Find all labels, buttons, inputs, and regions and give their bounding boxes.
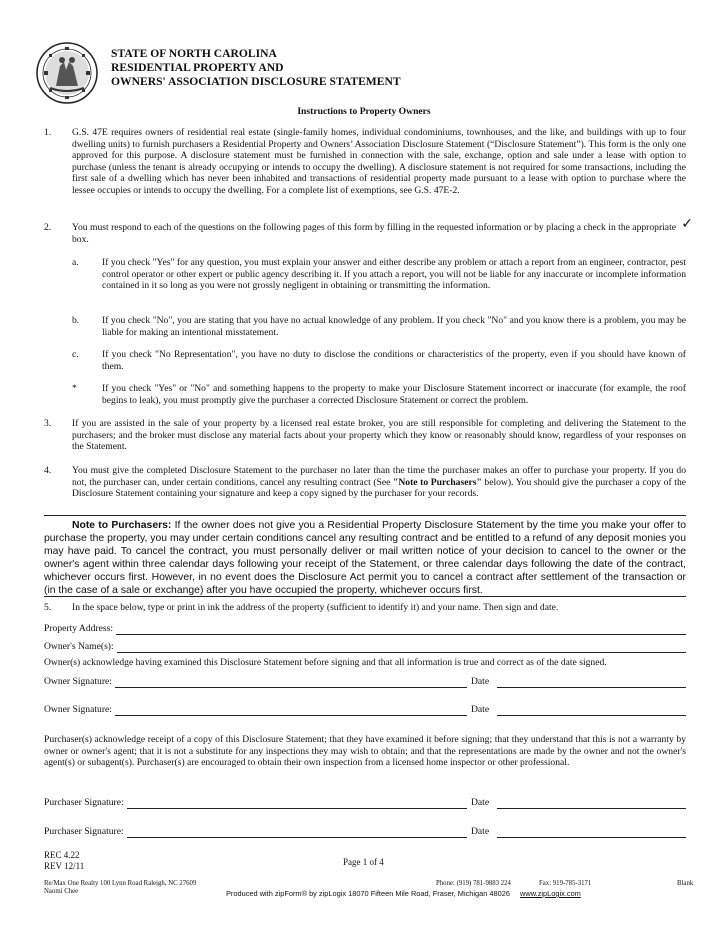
property-address-line[interactable]	[116, 626, 686, 635]
item-number: 5.	[44, 602, 52, 613]
agency-address: Re/Max One Realty 100 Lynn Road Raleigh, NC 27609	[44, 880, 197, 887]
owner-date-field-1[interactable]	[471, 676, 686, 688]
title-line-3: OWNERS' ASSOCIATION DISCLOSURE STATEMENT	[111, 75, 401, 89]
instruction-item-4	[44, 465, 686, 500]
checkmark-icon: ✓	[681, 216, 693, 232]
subitem-text: If you check "Yes" for any question, you must explain your answer and either describe any problem or attach a report from an engineer, contractor, pest control operator or other expert or public agency describing it. If you attach a report, you will not be liable for any inaccurate or incomplete information contained in it so long as you were not grossly negligent in obtaining or transmitting the information.	[102, 257, 686, 292]
subitem-letter: *	[72, 383, 77, 394]
owner-acknowledgement: Owner(s) acknowledge having examined this Disclosure Statement before signing and that all information is true and correct as of the date signed.	[44, 657, 607, 668]
purchaser-signature-line[interactable]	[127, 829, 467, 838]
purchaser-signature-field-2[interactable]	[44, 826, 467, 838]
owner-signature-line[interactable]	[115, 707, 467, 716]
item-text-part: below). You should give the purchaser a copy of the Disclosure Statement containing your signature and keep a copy signed by the purchaser for your records.	[72, 476, 686, 500]
agent-name: Naomi Chee	[44, 888, 79, 895]
item-text: G.S. 47E requires owners of residential real estate (single-family homes, individual condominiums, townhouses, and the like, and buildings with up to four dwelling units) to furnish purchasers a Residential Property and Owners’ Association Disclosure Statement (“Disclosure Statement”). This form is the only one approved for this purpose. A disclosure statement must be furnished in connection with the sale, exchange, option and sale under a lease with option to purchase (unless the tenant is already occupying or intends to occupy the dwelling). A disclosure statement is not required for some transactions, including the first sale of a dwelling which has never been inhabited and transactions of residential property made pursuant to a lease with option to purchase where the lessee occupies or intends to occupy the dwelling. For a complete list of exemptions, see G.S. 47E-2.	[72, 127, 686, 196]
phone-number: Phone: (919) 781-9883 224	[436, 880, 511, 887]
item-text-part: You must give the completed Disclosure Statement to the purchaser no later than the time the purchaser makes an offer to purchase your property. If you do not, the purchaser can, under certain conditions, cancel any resulting contract (See	[72, 465, 686, 488]
title-line-2: RESIDENTIAL PROPERTY AND	[111, 61, 284, 75]
fax-number: Fax: 919-785-3171	[539, 880, 592, 887]
instruction-item-3	[44, 418, 686, 453]
instruction-subitem-b	[72, 315, 686, 338]
agency-info	[44, 880, 196, 896]
item-text: You must respond to each of the questions on the following pages of this form by filling in the requested information or by placing a check in the appropriate box.	[72, 222, 676, 245]
date-label: Date	[471, 676, 490, 687]
subitem-text: If you check "No Representation", you have no duty to disclose the conditions or characteristics of the property, even if you should have known of them.	[102, 349, 686, 372]
property-address-label: Property Address:	[44, 623, 114, 634]
date-line[interactable]	[497, 679, 686, 688]
instruction-item-5	[44, 602, 686, 614]
purchaser-signature-label: Purchaser Signature:	[44, 797, 124, 808]
item-number: 1.	[44, 127, 52, 138]
produced-by	[226, 888, 581, 900]
instruction-item-2	[44, 216, 693, 245]
blank-label: Blank	[677, 880, 694, 887]
instruction-subitem-star	[72, 383, 686, 406]
property-address-field[interactable]	[44, 623, 686, 635]
date-line[interactable]	[497, 707, 686, 716]
instruction-subitem-c	[72, 349, 686, 372]
subitem-text: If you check "Yes" or "No" and something happens to the property to make your Disclosure Statement incorrect or inaccurate (for example, the roof begins to leak), you must promptly give the purchaser a corrected Disclosure Statement or correct the problem.	[102, 383, 686, 406]
owner-signature-label: Owner Signature:	[44, 676, 112, 687]
subitem-text: If you check "No", you are stating that you have no actual knowledge of any problem. If you check "No" and you know there is a problem, you may be liable for making an intentional misstatement.	[102, 315, 686, 338]
item-number: 3.	[44, 418, 52, 429]
owner-signature-field-2[interactable]	[44, 704, 467, 716]
ziplogix-link[interactable]: www.zipLogix.com	[520, 889, 581, 898]
note-text: If the owner does not give you a Residential Property Disclosure Statement by the time you make your offer to purchase the property, you may under certain conditions cancel any resulting contract and be entitled to a refund of any deposit monies you may have paid. To cancel the contract, you must personally deliver or mail written notice of your decision to cancel to the owner or the owner's agent within three calendar days following your receipt of the Statement, or three calendar days following the date of the contract, whichever occurs first. However, in no event does the Disclosure Act permit you to cancel a contract after settlement of the transaction or (in the case of a sale or exchange) after you have occupied the property, whichever occurs first.	[44, 520, 686, 597]
subitem-letter: c.	[72, 349, 79, 360]
owner-signature-line[interactable]	[115, 679, 467, 688]
divider	[44, 596, 686, 597]
date-label: Date	[471, 797, 490, 808]
owners-names-field[interactable]	[44, 641, 686, 653]
item-text: If you are assisted in the sale of your property by a licensed real estate broker, you are still responsible for completing and delivering the Statement to the purchasers; and the broker must disclose any material facts about your property which they know or reasonably should know, regardless of your responses on the Statement.	[72, 418, 686, 453]
item-number: 2.	[44, 222, 52, 233]
owner-signature-label: Owner Signature:	[44, 704, 112, 715]
state-seal-icon	[36, 42, 98, 104]
instruction-subitem-a	[72, 257, 686, 292]
rec-number: REC 4.22	[44, 850, 80, 860]
note-to-purchasers	[44, 519, 686, 598]
purchaser-signature-line[interactable]	[127, 800, 467, 809]
date-label: Date	[471, 704, 490, 715]
divider	[44, 515, 686, 516]
item-number: 4.	[44, 465, 52, 476]
instruction-item-1	[44, 127, 686, 197]
title-line-1: STATE OF NORTH CAROLINA	[111, 47, 277, 60]
instructions-heading: Instructions to Property Owners	[297, 106, 431, 117]
note-reference: "Note to Purchasers"	[393, 476, 482, 488]
purchaser-acknowledgement: Purchaser(s) acknowledge receipt of a copy of this Disclosure Statement; that they have examined it before signing; that they understand that this is not a warranty by owner or owner's agent; that it is not a substitute for any inspections they may wish to obtain; and that the representations are made by the owner and not the owner's agent(s) or subagent(s). Purchaser(s) are encouraged to obtain their own inspection from a licensed home inspector or other professional.	[44, 734, 686, 769]
form-title	[111, 47, 401, 90]
subitem-letter: b.	[72, 315, 80, 326]
subitem-letter: a.	[72, 257, 79, 268]
owner-signature-field-1[interactable]	[44, 676, 467, 688]
produced-text: Produced with zipForm® by zipLogix 18070 Fifteen Mile Road, Fraser, Michigan 48026	[226, 889, 510, 898]
date-line[interactable]	[497, 829, 686, 838]
note-label: Note to Purchasers:	[72, 520, 172, 531]
purchaser-date-field-1[interactable]	[471, 797, 686, 809]
item-text	[72, 465, 686, 500]
purchaser-signature-label: Purchaser Signature:	[44, 826, 124, 837]
purchaser-signature-field-1[interactable]	[44, 797, 467, 809]
purchaser-date-field-2[interactable]	[471, 826, 686, 838]
rev-number: REV 12/11	[44, 861, 85, 871]
page-number: Page 1 of 4	[343, 857, 384, 867]
form-code	[44, 850, 84, 872]
owners-names-line[interactable]	[117, 644, 686, 653]
owners-names-label: Owner's Name(s):	[44, 641, 114, 652]
item-text: In the space below, type or print in ink the address of the property (sufficient to identify it) and your name. Then sign and date.	[72, 602, 559, 613]
owner-date-field-2[interactable]	[471, 704, 686, 716]
date-label: Date	[471, 826, 490, 837]
date-line[interactable]	[497, 800, 686, 809]
